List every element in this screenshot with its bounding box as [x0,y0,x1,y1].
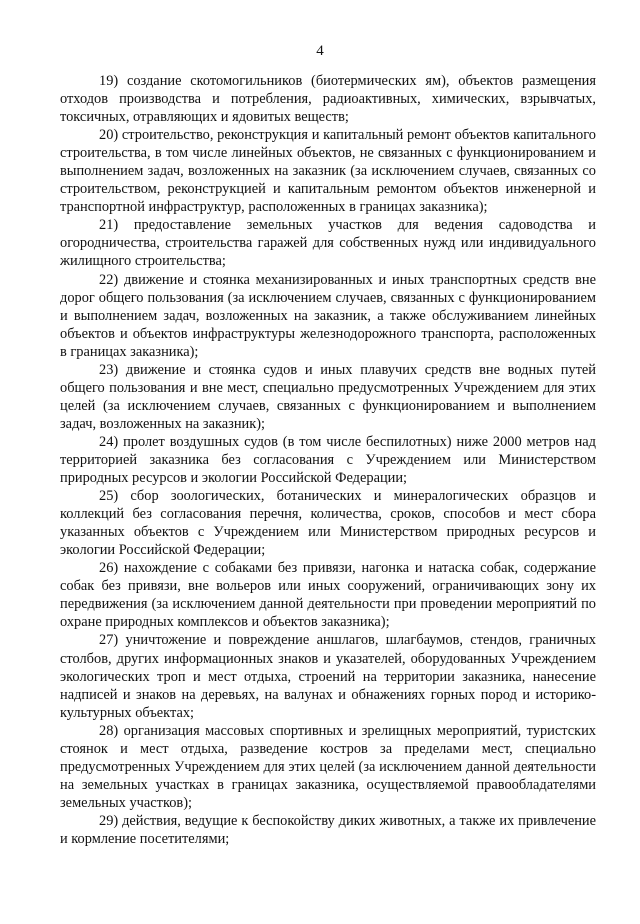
paragraph-20: 20) строительство, реконструкция и капитальный ремонт объектов капитального строительства, в том числе линейных объектов, не связанных с функционированием и выполнением задач, возложенных на заказник (за исключением случаев, связанных со строительством, реконструкцией и капитальным ремонтом объектов инженерной и транспортной инфраструктур, расположенных в границах заказника); [60,127,596,216]
paragraph-22: 22) движение и стоянка механизированных и иных транспортных средств вне дорог общего пользования (за исключением случаев, связанных с функционированием и выполнением задач, возложенных на заказник, а также обслуживанием линейных объектов и объектов инфраструктуры железнодорожного транспорта, расположенных в границах заказника); [60,271,596,360]
paragraph-26: 26) нахождение с собаками без привязи, нагонка и натаска собак, содержание собак без привязи, вне вольеров или иных сооружений, ограничивающих зону их передвижения (за исключением данной деятельности при проведении мероприятий по охране природных комплексов и объектов заказника); [60,560,596,631]
paragraph-28: 28) организация массовых спортивных и зрелищных мероприятий, туристских стоянок и мест отдыха, разведение костров за пределами мест, специально предусмотренных Учреждением для этих целей (за исключением данной деятельности на земельных участках в границах заказника, осуществляемой правообладателями земельных участков); [60,722,596,811]
paragraph-19: 19) создание скотомогильников (биотермических ям), объектов размещения отходов производства и потребления, радиоактивных, химических, взрывчатых, токсичных, отравляющих и ядовитых веществ; [60,73,596,126]
document-body [60,72,596,848]
page-number: 4 [316,43,324,59]
paragraph-24: 24) пролет воздушных судов (в том числе беспилотных) ниже 2000 метров над территорией заказника без согласования с Учреждением или Министерством природных ресурсов и экологии Российской Федерации; [60,433,596,487]
paragraph-27: 27) уничтожение и повреждение аншлагов, шлагбаумов, стендов, граничных столбов, других информационных знаков и указателей, оборудованных Учреждением экологических троп и мест отдыха, строений на территории заказника, нанесение надписей и знаков на деревьях, на валунах и обнажениях горных пород и историко-культурных объектах; [60,632,596,721]
paragraph-21: 21) предоставление земельных участков для ведения садоводства и огородничества, строительства гаражей для собственных нужд или индивидуального жилищного строительства; [60,217,596,270]
paragraph-25: 25) сбор зоологических, ботанических и минералогических образцов и коллекций без согласования перечня, количества, сроков, способов и мест сбора указанных объектов с Учреждением или Министерством природных ресурсов и экологии Российской Федерации; [60,488,596,559]
paragraph-23: 23) движение и стоянка судов и иных плавучих средств вне водных путей общего пользования и вне мест, специально предусмотренных Учреждением для этих целей (за исключением случаев, связанных с функционированием и выполнением задач, возложенных на заказник); [60,361,596,432]
paragraph-29: 29) действия, ведущие к беспокойству диких животных, а также их привлечение и кормление посетителями; [60,812,596,847]
